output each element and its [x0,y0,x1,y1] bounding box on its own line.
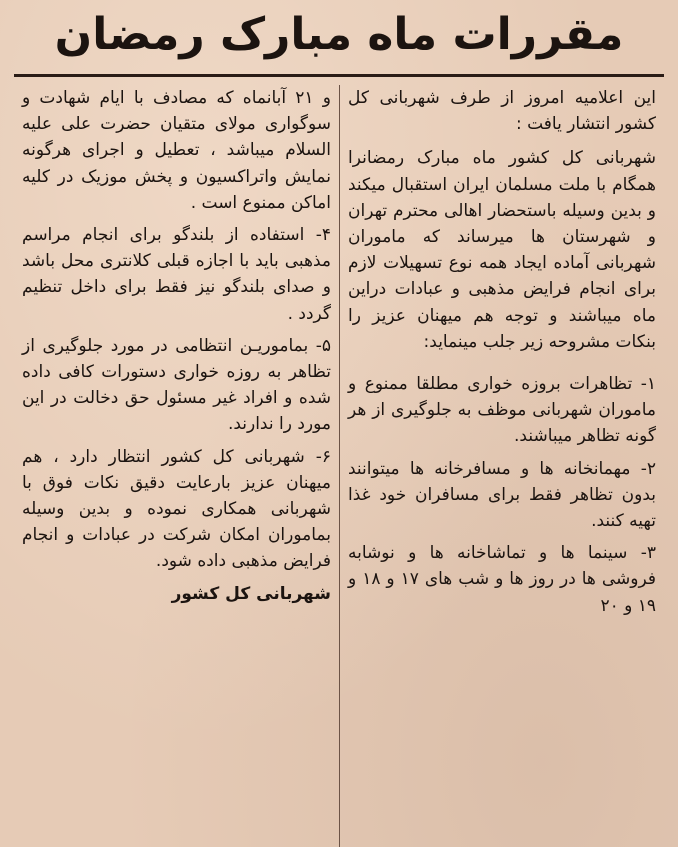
rule-item-4: ۴- استفاده از بلندگو برای انجام مراسم مذهبی باید با اجازه قبلی کلانتری محل باشد و صدای بلندگو نیز فقط برای داخل تنظیم گردد . [22,225,331,324]
rule-item-6: ۶- شهربانی کل کشور انتظار دارد ، هم میهنان عزیز بارعایت دقیق نکات فوق با شهربانی همکاری نموده و بدین وسیله بماموران امکان شرکت در عبادات و انجام فرایض مذهبی داده شود. [22,446,331,572]
headline: مقررات ماه مبارک رمضان [54,9,624,60]
rule-item-5: ۵- بماموریـن انتظامی در مورد جلوگیری از تظاهر به روزه خواری دستورات کافی داده شده و افراد غیر مسئول حق دخالت در این مورد را ندارند. [22,335,331,435]
intro-paragraph: این اعلامیه امروز از طرف شهربانی کل کشور انتشار یافت : [348,88,656,135]
rule-item-2: ۲- مهمانخانه ها و مسافرخانه ها میتوانند بدون تظاهر فقط برای مسافران خود غذا تهیه کنند. [348,458,656,532]
rule-item-1: ۱- تظاهرات بروزه خواری مطلقا ممنوع و ماموران شهربانی موظف به جلوگیری از هر گونه تظاهر میباشند. [348,374,656,447]
headline-rule [14,74,664,77]
signature: شهربانی کل کشور [171,583,331,604]
rule-item-3-continued: و ۲۱ آبانماه که مصادف با ایام شهادت و سوگواری مولای متقیان حضرت علی علیه السلام میباشد ، تعطیل و اجرای هرگونه نمایش واتراکسیون و پخش موزیک در کلیه اماکن ممنوع است . [22,88,331,213]
left-column [14,85,339,847]
right-column [339,85,664,847]
announcement-paragraph: شهربانی کل کشور ماه مبارک رمضانرا همگام با ملت مسلمان ایران استقبال میکند و بدین وسیله باستحضار اهالی محترم تهران و شهرستان ها میرساند که ماموران شهربانی آماده ایجاد همه نوع تسهیلات لازم برای انجام فرایض مذهبی و عبادات دراین ماه میباشند و توجه هم میهنان عزیز را بنکات مشروحه زیر جلب مینماید: [348,148,656,352]
article-columns [14,85,664,847]
rule-item-3: ۳- سینما ها و تماشاخانه ها و نوشابه فروشی ها در روز ها و شب های ۱۷ و ۱۸ و ۱۹ و ۲۰ [348,543,656,616]
